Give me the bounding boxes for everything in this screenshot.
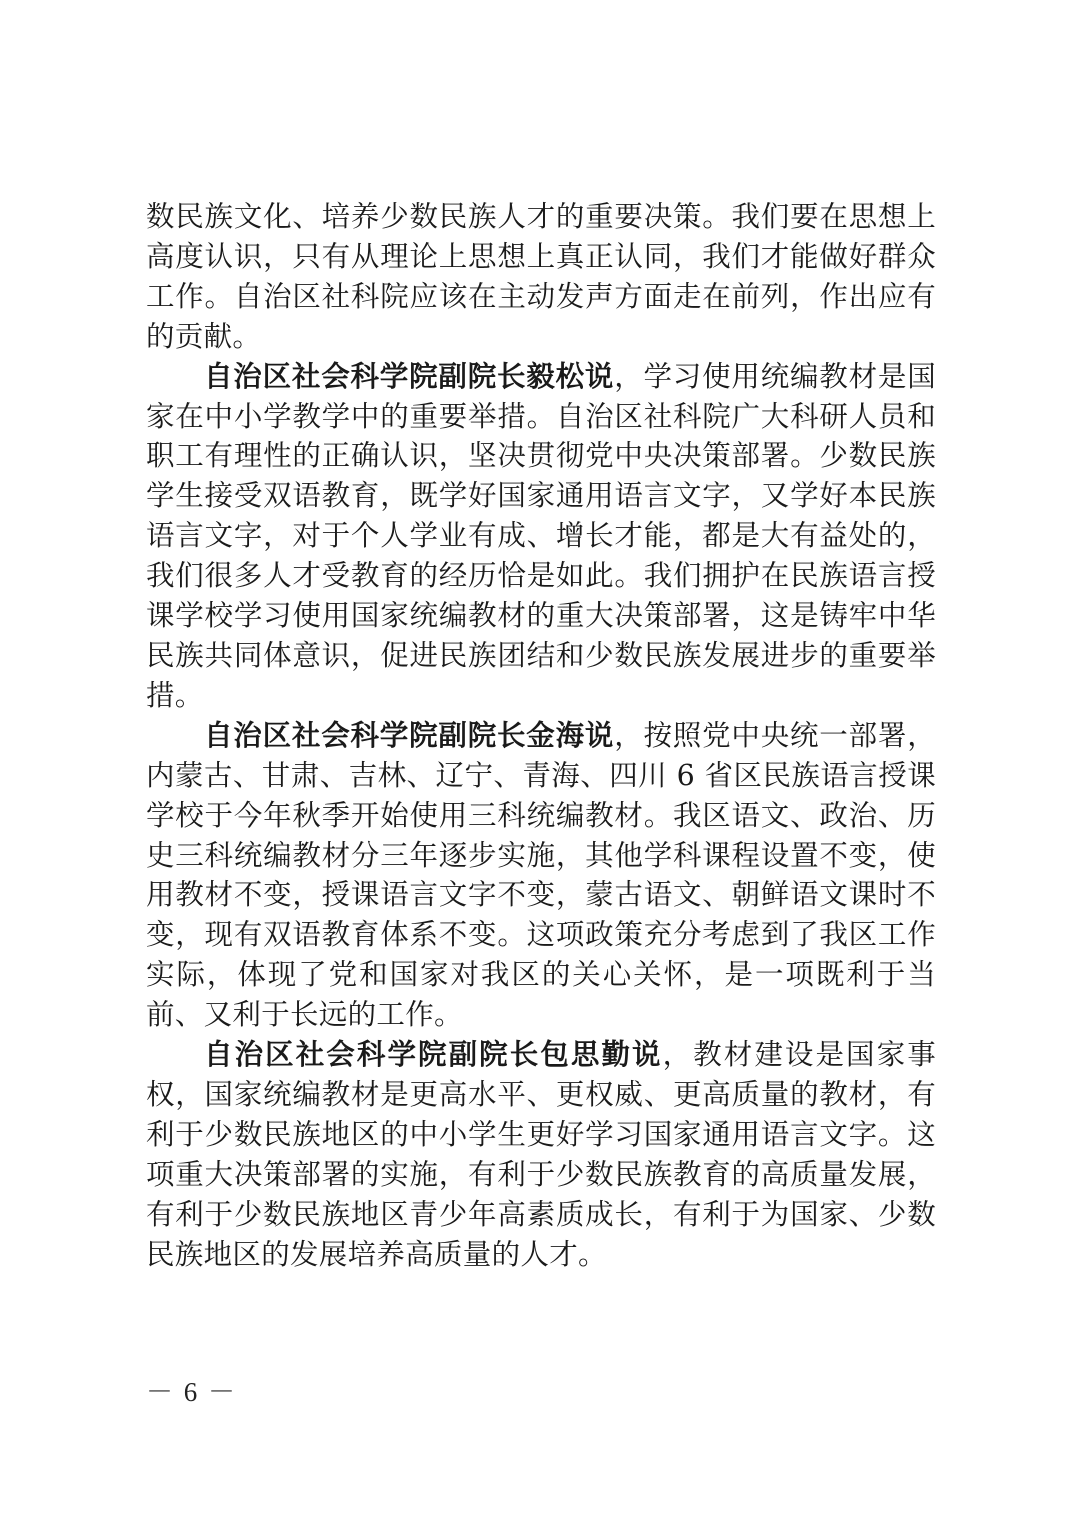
- speaker-name: 自治区社会科学院副院长包思勤说: [204, 1037, 663, 1072]
- speaker-name: 自治区社会科学院副院长毅松说: [204, 358, 615, 393]
- paragraph-baosiqin: [146, 1035, 936, 1274]
- page-number: － 6 －: [146, 1377, 237, 1407]
- paragraph-text: ，教材建设是国家事权，国家统编教材是更高水平、更权威、更高质量的教材，有利于少数民族地区的中小学生更好学习国家通用语言文字。这项重大决策部署的实施，有利于少数民族教育的高质量发展，有利于少数民族地区青少年高素质成长，有利于为国家、少数民族地区的发展培养高质量的人才。: [146, 1038, 936, 1271]
- paragraph-text: ，学习使用统编教材是国家在中小学教学中的重要举措。自治区社科院广大科研人员和职工有理性的正确认识，坚决贯彻党中央决策部署。少数民族学生接受双语教育，既学好国家通用语言文字，又学好本民族语言文字，对于个人学业有成、增长才能，都是大有益处的，我们很多人才受教育的经历恰是如此。我们拥护在民族语言授课学校学习使用国家统编教材的重大决策部署，这是铸牢中华民族共同体意识，促进民族团结和少数民族发展进步的重要举措。: [146, 359, 936, 712]
- paragraph-yisong: [146, 357, 936, 716]
- document-body: [146, 197, 936, 1274]
- paragraph-text: 数民族文化、培养少数民族人才的重要决策。我们要在思想上高度认识，只有从理论上思想上真正认同，我们才能做好群众工作。自治区社科院应该在主动发声方面走在前列，作出应有的贡献。: [146, 200, 936, 353]
- paragraph-jinhai: [146, 716, 936, 1035]
- paragraph-continuation: [146, 197, 936, 357]
- speaker-name: 自治区社会科学院副院长金海说: [204, 717, 615, 752]
- paragraph-text: ，按照党中央统一部署，内蒙古、甘肃、吉林、辽宁、青海、四川 6 省区民族语言授课学校于今年秋季开始使用三科统编教材。我区语文、政治、历史三科统编教材分三年逐步实施，其他学科课程设置不变，使用教材不变，授课语言文字不变，蒙古语文、朝鲜语文课时不变，现有双语教育体系不变。这项政策充分考虑到了我区工作实际，体现了党和国家对我区的关心关怀，是一项既利于当前、又利于长远的工作。: [146, 718, 936, 1032]
